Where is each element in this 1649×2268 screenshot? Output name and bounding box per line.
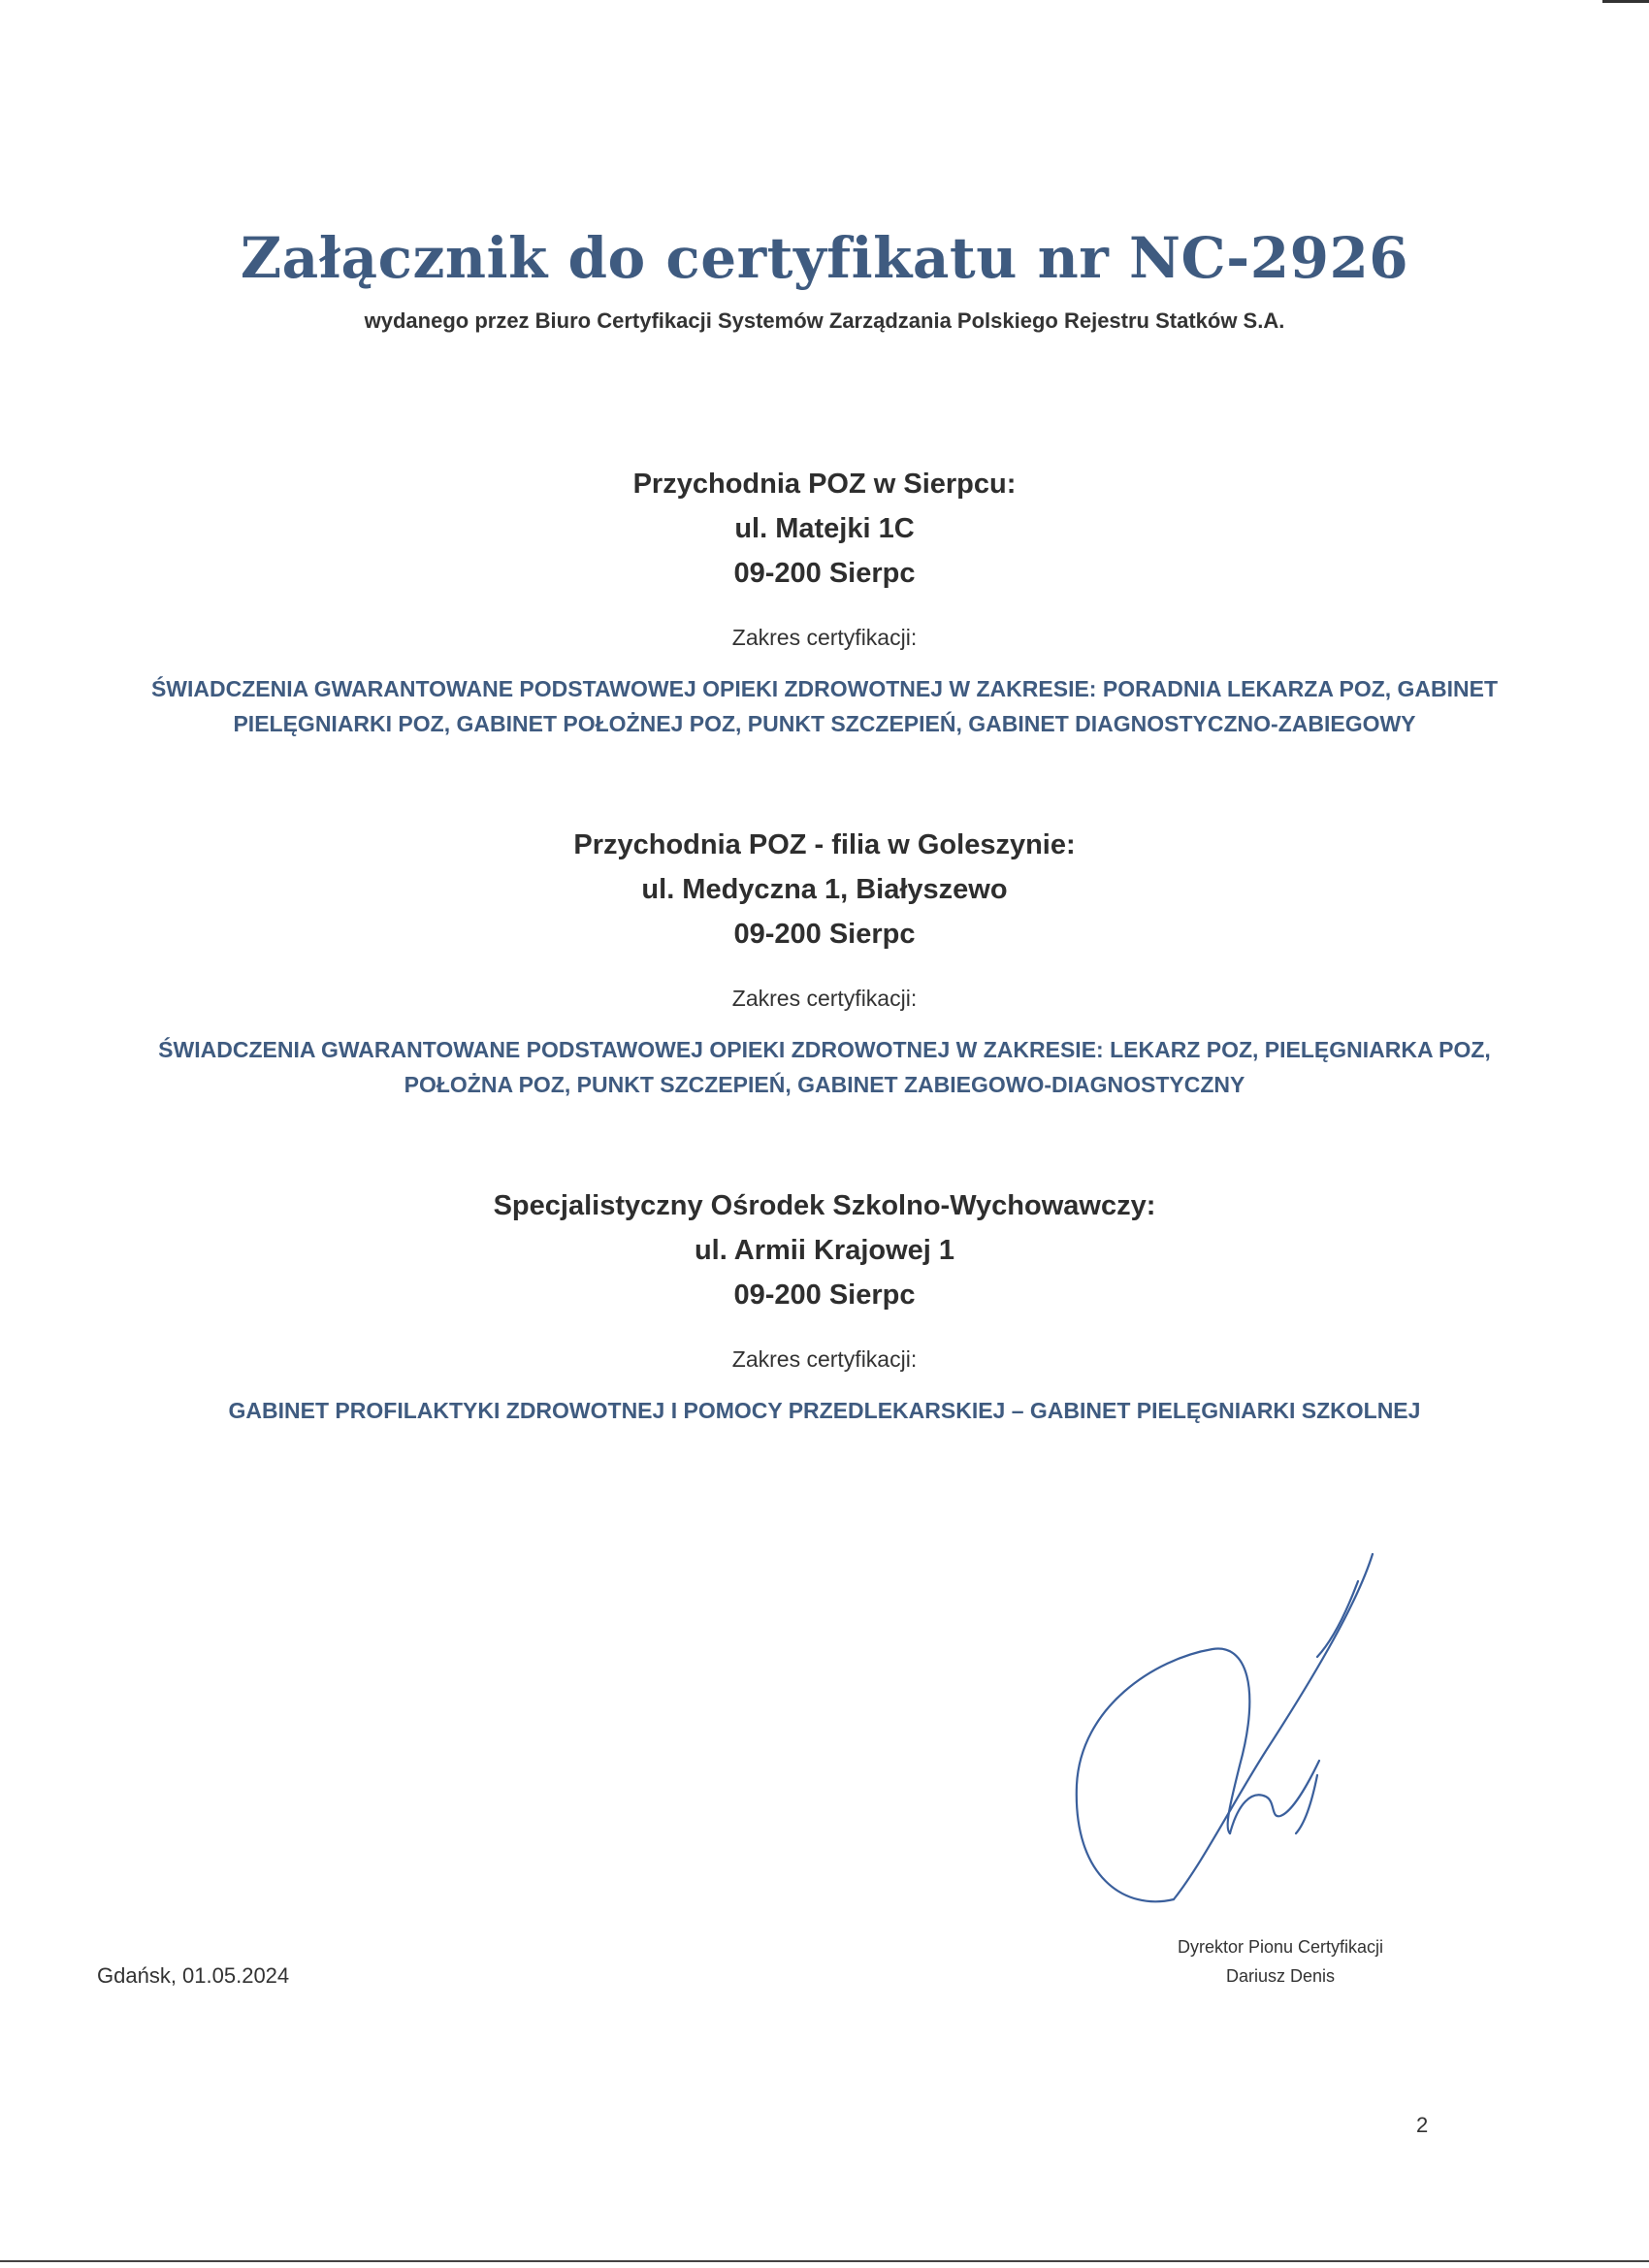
signer-block bbox=[1106, 1932, 1455, 1991]
page-subtitle: wydanego przez Biuro Certyfikacji Systemów Zarządzania Polskiego Rejestru Statków S.A. bbox=[364, 308, 1285, 333]
site-block-goleszyn bbox=[0, 823, 1649, 1102]
scope-text: ŚWIADCZENIA GWARANTOWANE PODSTAWOWEJ OPIEKI ZDROWOTNEJ W ZAKRESIE: PORADNIA LEKARZA POZ, GABINET PIELĘGNIARKI POZ, GABINET POŁOŻNEJ POZ, PUNKT SZCZEPIEŃ, GABINET DIAGNOSTYCZNO-ZABIEGOWY bbox=[150, 676, 1499, 736]
site-block-sierpc bbox=[0, 462, 1649, 741]
signature bbox=[1067, 1542, 1397, 1911]
site-city: 09-200 Sierpc bbox=[733, 558, 916, 589]
signer-title: Dyrektor Pionu Certyfikacji bbox=[1177, 1937, 1384, 1957]
site-street: ul. Medyczna 1, Białyszewo bbox=[641, 874, 1008, 905]
scope-text: ŚWIADCZENIA GWARANTOWANE PODSTAWOWEJ OPIEKI ZDROWOTNEJ W ZAKRESIE: LEKARZ POZ, PIELĘGNIARKA POZ, POŁOŻNA POZ, PUNKT SZCZEPIEŃ, GABINET ZABIEGOWO-DIAGNOSTYCZNY bbox=[158, 1037, 1491, 1097]
site-name: Przychodnia POZ - filia w Goleszynie: bbox=[573, 829, 1076, 860]
site-city: 09-200 Sierpc bbox=[733, 919, 916, 950]
place-date: Gdańsk, 01.05.2024 bbox=[97, 1963, 290, 1988]
scan-bottom-rule bbox=[0, 2260, 1649, 2262]
site-street: ul. Armii Krajowej 1 bbox=[694, 1235, 955, 1266]
site-block-osrodek bbox=[0, 1183, 1649, 1428]
signer-name: Dariusz Denis bbox=[1225, 1966, 1336, 1986]
scope-label: Zakres certyfikacji: bbox=[731, 625, 918, 650]
site-name: Specjalistyczny Ośrodek Szkolno-Wychowawczy: bbox=[493, 1190, 1156, 1221]
page-title: Załącznik do certyfikatu nr NC-2926 bbox=[240, 225, 1409, 291]
site-street: ul. Matejki 1C bbox=[734, 513, 915, 544]
page-number: 2 bbox=[1416, 2113, 1429, 2137]
scope-text: GABINET PROFILAKTYKI ZDROWOTNEJ I POMOCY PRZEDLEKARSKIEJ – GABINET PIELĘGNIARKI SZKOLNEJ bbox=[228, 1398, 1421, 1423]
scan-corner-mark bbox=[1602, 0, 1649, 3]
site-name: Przychodnia POZ w Sierpcu: bbox=[632, 469, 1017, 500]
site-city: 09-200 Sierpc bbox=[733, 1280, 916, 1311]
scope-label: Zakres certyfikacji: bbox=[731, 986, 918, 1011]
scope-label: Zakres certyfikacji: bbox=[731, 1346, 918, 1372]
